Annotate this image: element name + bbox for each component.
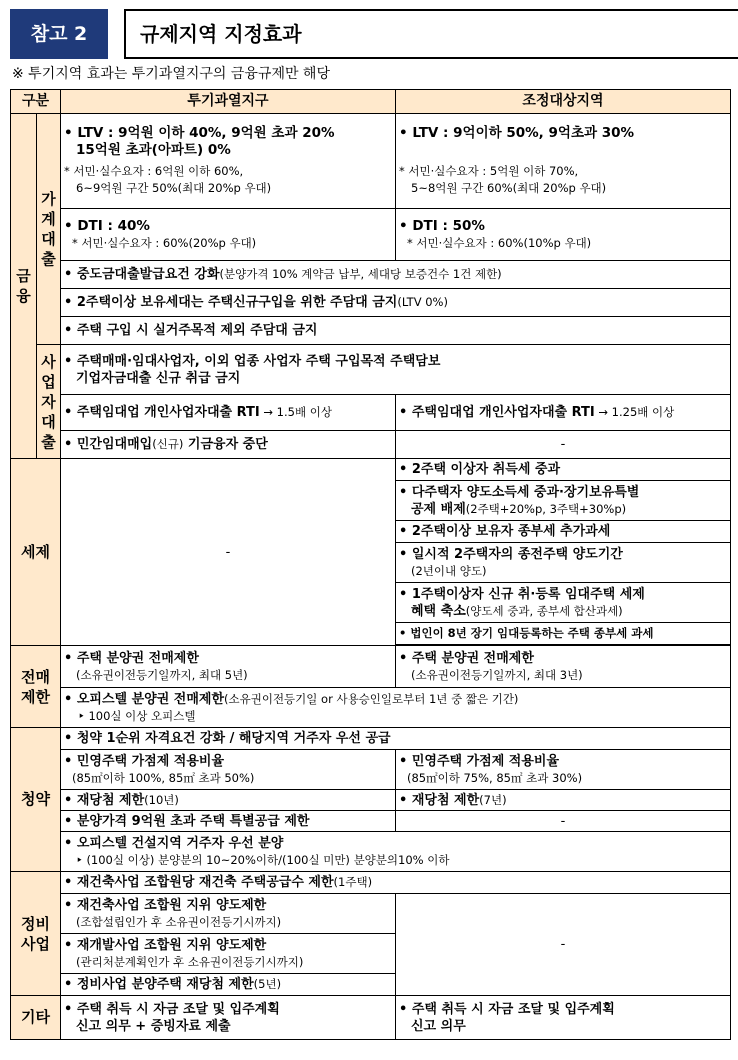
table-row <box>11 872 731 894</box>
category-other: 기타 <box>11 996 61 1040</box>
table-row <box>11 750 731 790</box>
table-row <box>11 728 731 750</box>
table-row <box>11 209 731 261</box>
table-row <box>11 646 731 688</box>
category-business-loan: 사업자대출 <box>37 345 61 459</box>
category-subscription: 청약 <box>11 728 61 872</box>
biz-loan: • 주택매매·임대사업자, 이외 업종 사업자 주택 구입목적 주택담보 기업자금대출 신규 취급 금지 <box>61 345 731 395</box>
dti-col1: • DTI : 40% * 서민·실수요자 : 60%(20%p 우대) <box>61 209 396 261</box>
header-col1: 투기과열지구 <box>61 90 396 114</box>
officetel-resale: • 오피스텔 분양권 전매제한(소유권이전등기일 or 사용승인일로부터 1년 중 짧은 기간) ‣ 100실 이상 오피스텔 <box>61 688 731 728</box>
rewin-col2: • 재당첨 제한(7년) <box>396 790 731 811</box>
resale-col1: • 주택 분양권 전매제한 (소유권이전등기일까지, 최대 5년) <box>61 646 396 688</box>
table-row <box>11 317 731 345</box>
category-tax: 세제 <box>11 459 61 646</box>
table-row <box>11 688 731 728</box>
ltv-col1: • LTV : 9억원 이하 40%, 9억원 초과 20% 15억원 초과(아파트) 0% * 서민·실수요자 : 6억원 이하 60%, 6~9억원 구간 50%(최대 20%p 우대) <box>61 114 396 209</box>
category-maintenance: 정비사업 <box>11 872 61 996</box>
resale-col2: • 주택 분양권 전매제한 (소유권이전등기일까지, 최대 3년) <box>396 646 731 688</box>
officetel-local: • 오피스텔 건설지역 거주자 우선 분양 ‣ (100실 이상) 분양분의 10~20%이하/(100실 미만) 분양분의10% 이하 <box>61 832 731 872</box>
section-tag: 참고 2 <box>10 9 108 59</box>
dti-col2: • DTI : 50% * 서민·실수요자 : 60%(10%p 우대) <box>396 209 731 261</box>
interim-loan: • 중도금대출발급요건 강화(분양가격 10% 계약금 납부, 세대당 보증건수 1건 제한) <box>61 261 731 289</box>
sub-col1: • 민영주택 가점제 적용비율 (85㎡이하 100%, 85㎡ 초과 50%) <box>61 750 396 790</box>
sub-item-1: • 청약 1순위 자격요건 강화 / 해당지역 거주자 우선 공급 <box>61 728 731 750</box>
special-supply-col2: - <box>396 811 731 832</box>
category-finance: 금융 <box>11 114 37 459</box>
table-row <box>11 289 731 317</box>
table-row <box>11 345 731 395</box>
category-resale: 전매제한 <box>11 646 61 728</box>
table-row <box>11 114 731 209</box>
recon-2: • 재건축사업 조합원 지위 양도제한 (조합설립인가 후 소유권이전등기시까지) <box>61 894 396 934</box>
table-header-row <box>11 90 731 114</box>
rewin-col1: • 재당첨 제한(10년) <box>61 790 396 811</box>
table-row <box>11 431 731 459</box>
tax-col1: - <box>61 459 396 646</box>
other-col1: • 주택 취득 시 자금 조달 및 입주계획 신고 의무 + 증빙자료 제출 <box>61 996 396 1040</box>
tax-item-3: • 2주택이상 보유자 종부세 추가과세 <box>396 521 731 543</box>
table-row <box>11 790 731 811</box>
tax-item-4: • 일시적 2주택자의 종전주택 양도기간 (2년이내 양도) <box>396 543 731 583</box>
table-row <box>11 832 731 872</box>
table-row <box>11 996 731 1040</box>
other-col2: • 주택 취득 시 자금 조달 및 입주계획 신고 의무 <box>396 996 731 1040</box>
category-household-loan: 가계대출 <box>37 114 61 345</box>
table-row <box>11 395 731 431</box>
recon-1: • 재건축사업 조합원당 재건축 주택공급수 제한(1주택) <box>61 872 731 894</box>
private-rent-col2: - <box>396 431 731 459</box>
tax-item-2: • 다주택자 양도소득세 중과·장기보유특별 공제 배제(2주택+20%p, 3주택+30%p) <box>396 481 731 521</box>
header-col2: 조정대상지역 <box>396 90 731 114</box>
tax-item-5: • 1주택이상자 신규 취·등록 임대주택 세제 혜택 축소(양도세 중과, 종부세 합산과세) <box>396 583 731 623</box>
special-supply: • 분양가격 9억원 초과 주택 특별공급 제한 <box>61 811 396 832</box>
note: ※ 투기지역 효과는 투기과열지구의 금융규제만 해당 <box>12 66 330 82</box>
maintenance-col2: - <box>396 894 731 996</box>
header-category: 구분 <box>11 90 61 114</box>
table-row <box>11 459 731 481</box>
recon-3: • 정비사업 분양주택 재당첨 제한(5년) <box>61 974 396 996</box>
table-row <box>11 261 731 289</box>
page-title: 규제지역 지정효과 <box>124 9 738 59</box>
rti-col1: • 주택임대업 개인사업자대출 RTI → 1.5배 이상 <box>61 395 396 431</box>
regulation-table <box>10 89 731 1040</box>
private-rent: • 민간임대매입(신규) 기금융자 중단 <box>61 431 396 459</box>
two-house-loan: • 2주택이상 보유세대는 주택신규구입을 위한 주담대 금지(LTV 0%) <box>61 289 731 317</box>
tax-item-6: • 법인이 8년 장기 임대등록하는 주택 종부세 과세 <box>396 623 731 645</box>
tax-item-1: • 2주택 이상자 취득세 중과 <box>396 459 731 481</box>
redev: • 재개발사업 조합원 지위 양도제한 (관리처분계획인가 후 소유권이전등기시까지) <box>61 934 396 974</box>
sub-col2: • 민영주택 가점제 적용비율 (85㎡이하 75%, 85㎡ 초과 30%) <box>396 750 731 790</box>
ltv-col2: • LTV : 9억이하 50%, 9억초과 30% * 서민·실수요자 : 5억원 이하 70%, 5~8억원 구간 60%(최대 20%p 우대) <box>396 114 731 209</box>
table-row <box>11 894 731 934</box>
residence-loan: • 주택 구입 시 실거주목적 제외 주담대 금지 <box>61 317 731 345</box>
table-row <box>11 811 731 832</box>
rti-col2: • 주택임대업 개인사업자대출 RTI → 1.25배 이상 <box>396 395 731 431</box>
